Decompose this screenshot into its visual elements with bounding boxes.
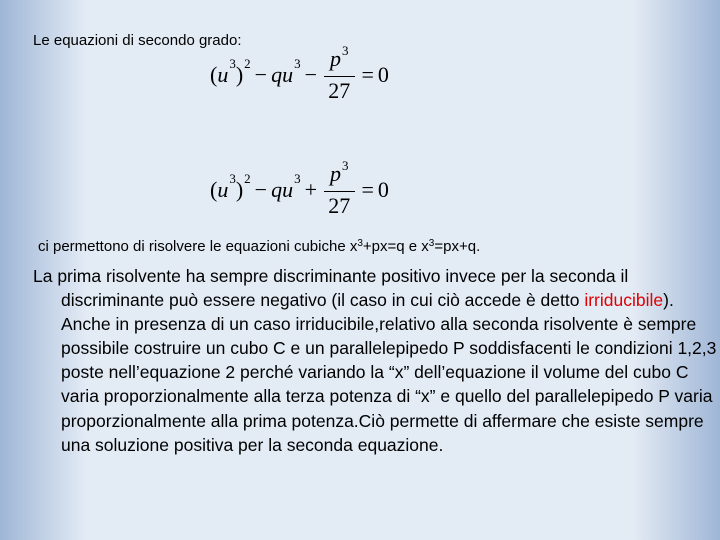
intro-text: =px+q.: [434, 238, 481, 255]
equals-sign: =: [361, 177, 374, 202]
open-paren: (: [210, 62, 218, 87]
close-paren: ): [235, 177, 244, 202]
var-q: q: [271, 62, 283, 87]
superscript: 3: [357, 238, 363, 249]
exponent: 3: [229, 171, 236, 186]
var-u: u: [217, 177, 229, 202]
highlighted-term: irriducibile: [584, 290, 664, 311]
paragraph-text: ). Anche in presenza di un caso irriducibile,relativo alla seconda risolvente è sempre possibile costruire un cubo C e un parallelepipedo P soddisfacenti le condizioni 1,2,3 poste nell’equazione 2 perché variando la “x” dell’equazione il volume del cubo C varia proporzionalmente alla terza potenza di “x” e quello del parallelepipedo P varia proporzionalmente alla prima potenza.Ciò permette di affermare che esiste sempre una soluzione positiva per la seconda equazione.: [61, 290, 717, 455]
heading: Le equazioni di secondo grado:: [33, 32, 242, 49]
numerator: [324, 158, 355, 192]
open-paren: (: [210, 177, 218, 202]
equation-2: [210, 155, 389, 225]
exponent: 3: [342, 158, 349, 173]
equation-1: [210, 40, 389, 110]
denominator: 27: [328, 193, 351, 218]
var-u: u: [282, 62, 294, 87]
intro-text: ci permettono di risolvere le equazioni cubiche x: [38, 238, 358, 255]
exponent: 3: [342, 43, 349, 58]
equals-sign: =: [361, 62, 374, 87]
operator: +: [304, 177, 317, 202]
operator: −: [254, 177, 268, 202]
exponent: 3: [294, 56, 301, 71]
intro-line: [38, 238, 480, 255]
operator: −: [304, 62, 317, 87]
fraction: [324, 43, 355, 103]
var-p: p: [330, 161, 341, 186]
operator: −: [254, 62, 268, 87]
superscript: 3: [428, 238, 435, 249]
numerator: [324, 43, 355, 77]
zero: 0: [377, 62, 389, 87]
close-paren: ): [235, 62, 244, 87]
exponent: 3: [229, 56, 236, 71]
body-paragraph: [33, 264, 720, 457]
var-u: u: [217, 62, 229, 87]
exponent: 2: [244, 171, 251, 186]
var-p: p: [330, 46, 341, 71]
var-q: q: [271, 177, 283, 202]
exponent: 2: [244, 56, 251, 71]
zero: 0: [377, 177, 389, 202]
denominator: 27: [328, 78, 351, 103]
intro-text: +px=q e x: [362, 238, 429, 255]
paragraph-text: La prima risolvente ha sempre discriminante positivo invece per la seconda il discriminante può essere negativo (il caso in cui ciò accede è detto: [33, 266, 629, 311]
fraction: [324, 158, 355, 218]
exponent: 3: [294, 171, 301, 186]
var-u: u: [282, 177, 294, 202]
